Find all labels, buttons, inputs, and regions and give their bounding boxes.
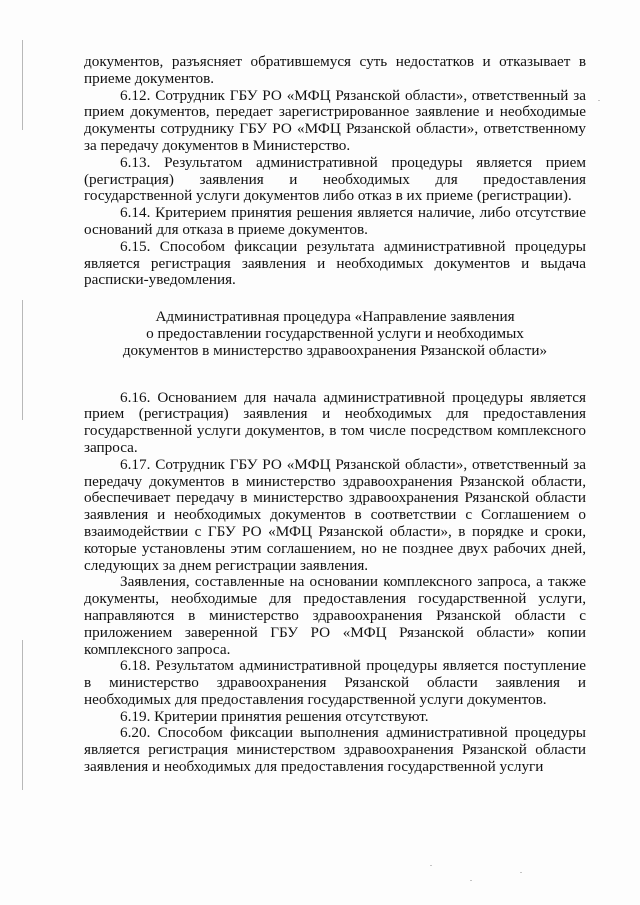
paragraph-6-20: 6.20. Способом фиксации выполнения административной процедуры является регистрация министерством здравоохранения Рязанской области заявления и необходимых для предоставления государственной услуги — [84, 724, 586, 776]
paragraph-6-14: 6.14. Критерием принятия решения является наличие, либо отсутствие оснований для отказа в приеме документов. — [84, 204, 586, 238]
section-heading — [84, 309, 586, 359]
paragraph-complex-request: Заявления, составленные на основании комплексного запроса, а также документы, необходимые для предоставления государственной услуги, направляются в министерство здравоохранения Рязанской области с приложением заверенной ГБУ РО «МФЦ Рязанской области» копии комплексного запроса. — [84, 573, 586, 658]
paragraph-6-16: 6.16. Основанием для начала административной процедуры является прием (регистрация) заявления и необходимых для предоставления государственной услуги документов, в том числе посредством комплексного запроса. — [84, 388, 586, 456]
section-heading-line: о предоставлении государственной услуги и необходимых — [146, 324, 524, 342]
binding-edge-mark — [22, 40, 23, 130]
paragraph-6-19: 6.19. Критерии принятия решения отсутствуют. — [120, 707, 429, 725]
paragraph-6-15: 6.15. Способом фиксации результата административной процедуры является регистрация заявления и необходимых документов и выдача расписки-уведомления. — [84, 237, 586, 289]
paragraph-6-17: 6.17. Сотрудник ГБУ РО «МФЦ Рязанской области», ответственный за передачу документов в министерство здравоохранения Рязанской области, обеспечивает передачу в министерство здравоохранения Рязанской области заявления и необходимых документов в соответствии с Соглашением о взаимодействии с ГБУ РО «МФЦ Рязанской области», в порядке и сроки, которые установлены этим соглашением, но не позднее двух рабочих дней, следующих за днем регистрации заявления. — [84, 455, 586, 574]
binding-edge-mark — [22, 300, 23, 420]
scan-speck — [598, 100, 600, 101]
section-heading-line: Административная процедура «Направление заявления — [155, 308, 515, 326]
scan-speck — [430, 865, 432, 866]
binding-edge-mark — [22, 640, 23, 790]
section-heading-line: документов в министерство здравоохранения Рязанской области» — [122, 341, 548, 359]
scan-speck — [470, 880, 472, 881]
paragraph-6-12: 6.12. Сотрудник ГБУ РО «МФЦ Рязанской области», ответственный за прием документов, передает зарегистрированное заявление и необходимые документы сотруднику ГБУ РО «МФЦ Рязанской области», ответственному за передачу документов в Министерство. — [84, 86, 586, 154]
paragraph-6-18: 6.18. Результатом административной процедуры является поступление в министерство здравоохранения Рязанской области заявления и необходимых для предоставления государственной услуги документов. — [84, 657, 586, 708]
document-body — [84, 54, 586, 776]
paragraph-continuation: документов, разъясняет обратившемуся суть недостатков и отказывает в приеме документов. — [84, 53, 586, 87]
scan-speck — [520, 872, 522, 873]
paragraph-6-13: 6.13. Результатом административной процедуры является прием (регистрация) заявления и необходимых для предоставления государственной услуги документов либо отказ в их приеме (регистрации). — [84, 153, 586, 205]
